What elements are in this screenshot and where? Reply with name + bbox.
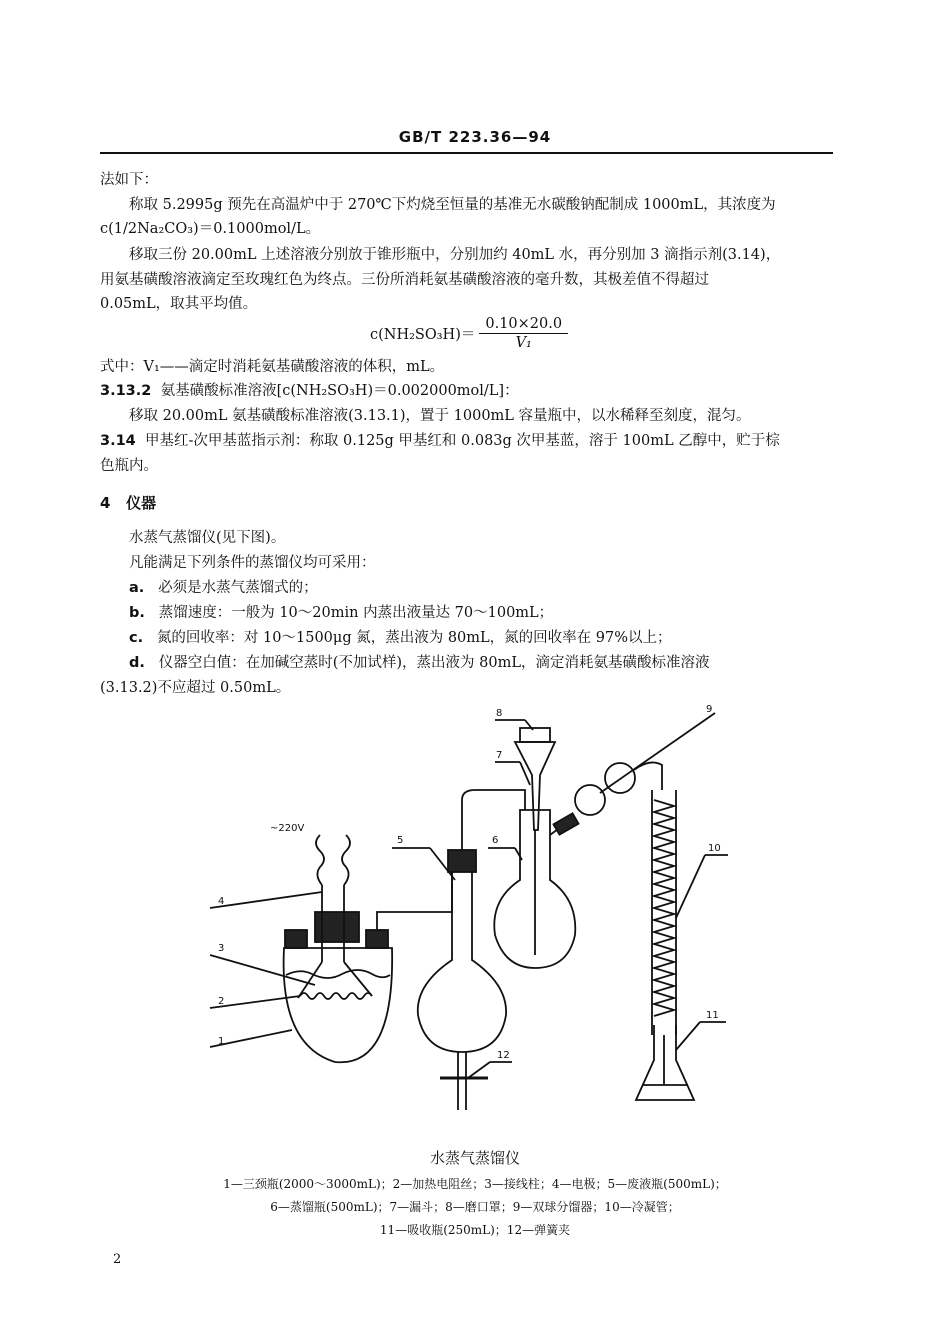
label-3: 3 [218, 943, 225, 954]
figure-legend-line1: 1—三颈瓶(2000～3000mL)；2—加热电阻丝；3—接线柱；4—电极；5—废液瓶(500mL)； [223, 1177, 727, 1191]
receiving-flask [636, 1025, 694, 1100]
waste-bottle-stopper [448, 850, 476, 872]
figure-legend-line2: 6—蒸馏瓶(500mL)；7—漏斗；8—磨口罩；9—双球分馏器；10—冷凝管； [270, 1200, 680, 1214]
funnel [515, 742, 555, 830]
where-text: 式中：V₁——滴定时消耗氨基磺酸溶液的体积，mL。 [100, 359, 445, 375]
formula-numerator: 0.10×20.0 [479, 316, 568, 334]
section-number: 3.14 [100, 433, 136, 449]
p2-line3: 0.05mL，取其平均值。 [100, 296, 258, 312]
item-label: b. [129, 605, 145, 621]
standard-code-header: GB/T 223.36—94 [398, 128, 552, 146]
item-label: d. [129, 655, 145, 671]
ground-cap [520, 728, 550, 742]
label-4: 4 [218, 896, 225, 907]
section-number: 3.13.2 [100, 383, 152, 399]
s3132-body: 移取 20.00mL 氨基磺酸标准溶液(3.13.1)，置于 1000mL 容量瓶中，以水稀释至刻度，混匀。 [129, 408, 751, 424]
heating-coil [300, 993, 372, 999]
label-10: 10 [708, 843, 721, 854]
label-7: 7 [496, 750, 503, 761]
section-title: 仪器 [126, 494, 157, 512]
formula-lhs: c(NH₂SO₃H)＝ [370, 327, 476, 343]
power-wire [316, 835, 350, 885]
item-text: 仪器空白值：在加碱空蒸时(不加试样)，蒸出液为 80mL，滴定消耗氨基磺酸标准溶液 [158, 655, 710, 671]
section-title: 氨基磺酸标准溶液[c(NH₂SO₃H)＝0.002000mol/L]： [160, 383, 519, 399]
voltage-label: ~220V [270, 823, 305, 834]
figure-title: 水蒸气蒸馏仪 [429, 1149, 520, 1167]
fractionator-bulb-1 [575, 785, 605, 815]
s314-line2: 色瓶内。 [100, 458, 158, 474]
right-stopper [366, 930, 388, 948]
p1-line2: c(1/2Na₂CO₃)＝0.1000mol/L。 [100, 221, 321, 237]
s4-p1: 水蒸气蒸馏仪(见下图)。 [129, 530, 286, 546]
label-8: 8 [496, 708, 503, 719]
condenser-coil [654, 800, 674, 1016]
section-text: 甲基红-次甲基蓝指示剂：称取 0.125g 甲基红和 0.083g 次甲基蓝，溶于 100mL 乙醇中，贮于棕 [145, 433, 780, 449]
item-text: 氮的回收率：对 10～1500μg 氮，蒸出液为 80mL，氮的回收率在 97%以上； [156, 630, 672, 646]
label-9: 9 [706, 704, 713, 715]
p1-line1: 称取 5.2995g 预先在高温炉中于 270℃下灼烧至恒量的基准无水碳酸钠配制成 1000mL，其浓度为 [129, 197, 776, 213]
waste-bottle [418, 870, 506, 1052]
item-label: c. [129, 630, 144, 646]
label-12: 12 [497, 1050, 510, 1061]
item-text: 蒸馏速度：一般为 10～20min 内蒸出液量达 70～100mL； [158, 605, 554, 621]
p2-line2: 用氨基磺酸溶液滴定至玫瑰红色为终点。三份所消耗氨基磺酸溶液的毫升数，其极差值不得超过 [100, 272, 709, 288]
label-11: 11 [706, 1010, 719, 1021]
label-2: 2 [218, 996, 225, 1007]
item-text: 必须是水蒸气蒸馏式的； [158, 580, 318, 596]
label-5: 5 [397, 835, 404, 846]
label-6: 6 [492, 835, 499, 846]
section-number: 4 [100, 494, 111, 512]
item-label: a. [129, 580, 145, 596]
figure-legend-line3: 11—吸收瓶(250mL)；12—弹簧夹 [379, 1223, 571, 1237]
page-number: 2 [113, 1252, 122, 1267]
left-stopper [285, 930, 307, 948]
p2-line1: 移取三份 20.00mL 上述溶液分别放于锥形瓶中，分别加约 40mL 水，再分别加 3 滴指示剂(3.14)， [129, 247, 781, 263]
s4-p2: 凡能满足下列条件的蒸馏仪均可采用： [129, 555, 376, 571]
intro-text: 法如下： [100, 172, 158, 188]
item-d-line2: (3.13.2)不应超过 0.50mL。 [100, 680, 291, 696]
label-1: 1 [218, 1036, 225, 1047]
three-neck-flask [284, 948, 393, 1062]
formula-denominator: V₁ [515, 335, 532, 351]
